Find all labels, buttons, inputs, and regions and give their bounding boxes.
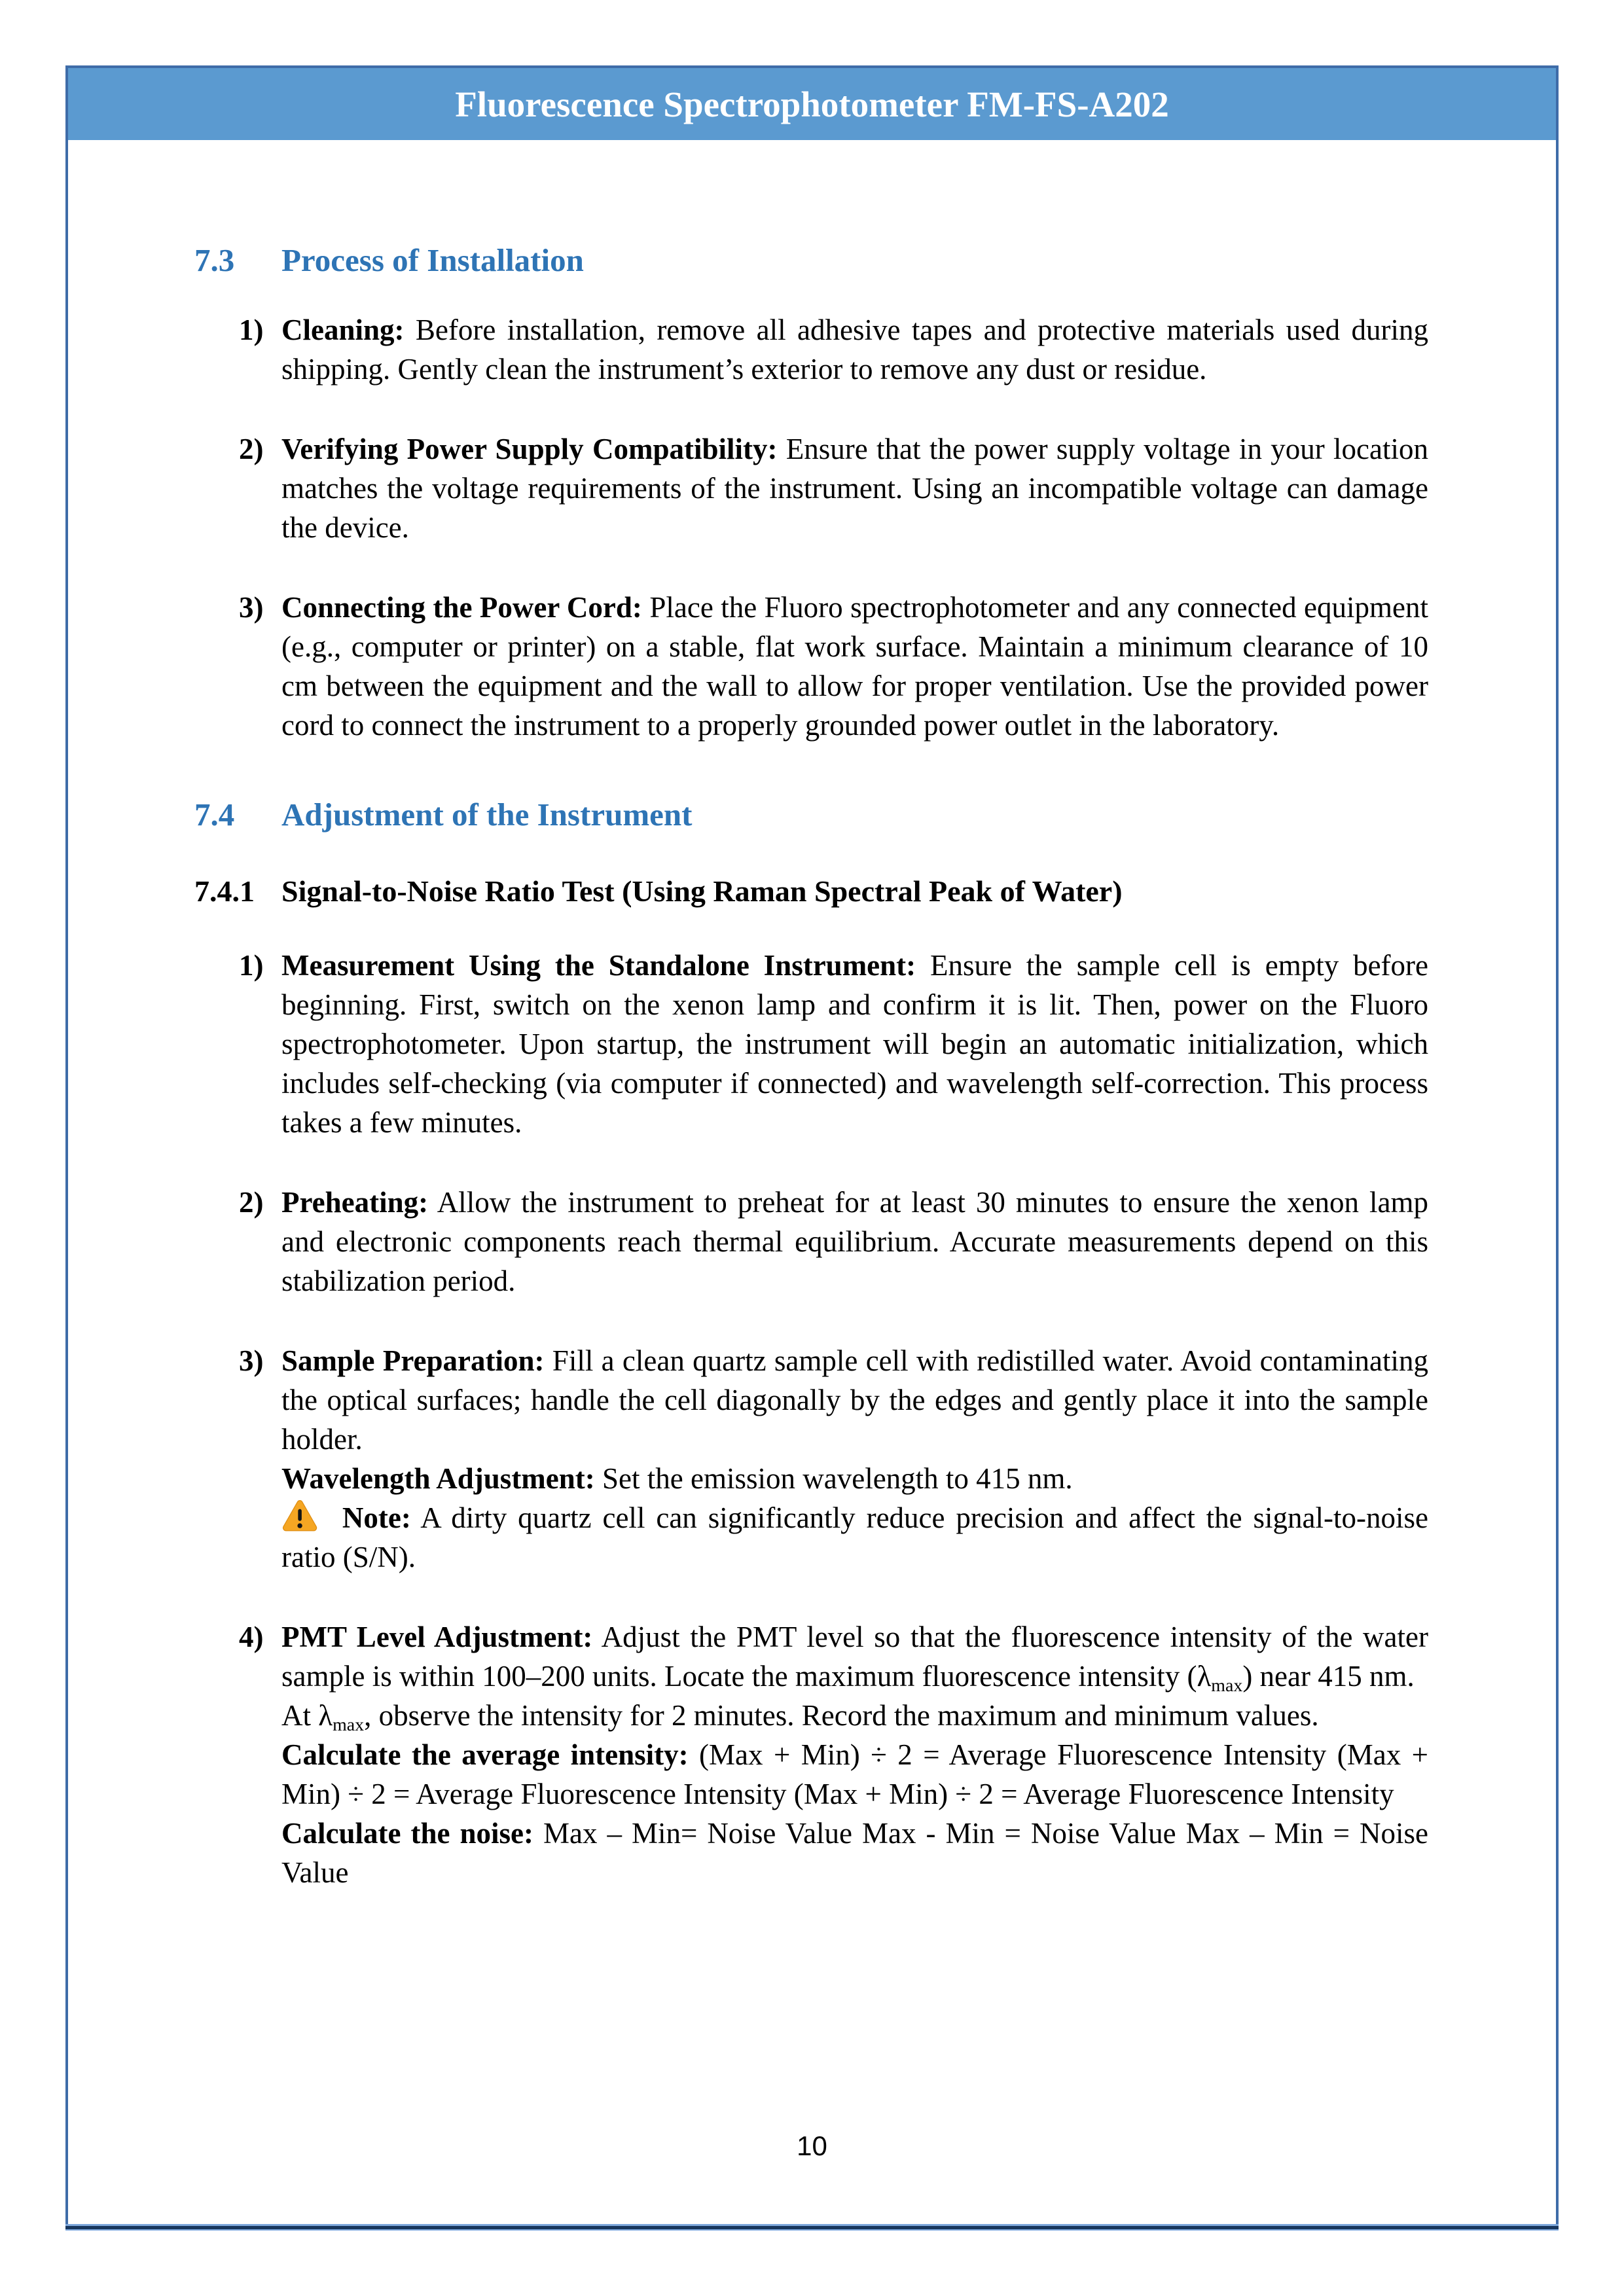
section-7-3-heading: [194, 242, 1428, 279]
list-item-number: 1): [239, 314, 264, 346]
list-item-number: 2): [239, 433, 264, 465]
list-item-text: Cleaning: Before installation, remove all adhesive tapes and protective materials used during shipping. Gently clean the instrument’s exterior to remove any dust or residue.: [281, 314, 1428, 386]
installation-steps-list: [194, 310, 1428, 745]
section-7-4-number: 7.4: [194, 797, 235, 833]
list-item-text: Connecting the Power Cord: Place the Fluoro spectrophotometer and any connected equipment (e.g., computer or printer) on a stable, flat work surface. Maintain a minimum clearance of 10 cm between the equipment and the wall to allow for proper ventilation. Use the provided power cord to connect the instrument to a properly grounded power outlet in the laboratory.: [281, 591, 1428, 742]
snr-test-steps-list: [194, 946, 1428, 1892]
section-7-4-1-title: Signal-to-Noise Ratio Test (Using Raman Spectral Peak of Water): [281, 874, 1123, 908]
list-item-text: Verifying Power Supply Compatibility: Ensure that the power supply voltage in your location matches the voltage requirements of the instrument. Using an incompatible voltage can damage the device.: [281, 433, 1429, 544]
list-item-pmt-level: [194, 1617, 1428, 1892]
list-item-sample-preparation: [194, 1341, 1428, 1577]
section-7-4-1-heading: [194, 873, 1428, 910]
list-item-number: 1): [239, 949, 264, 982]
list-item-text: PMT Level Adjustment: Adjust the PMT level so that the fluorescence intensity of the water sample is within 100–200 units. Locate the maximum fluorescence intensity $(\lambda_{max})$ near 415 nm.: [281, 1621, 1428, 1696]
page-header-banner: [68, 68, 1556, 140]
page-number: 10: [797, 2130, 827, 2161]
section-7-3-number: 7.3: [194, 242, 235, 278]
section-7-4-title: Adjustment of the Instrument: [281, 797, 693, 833]
list-item-number: 4): [239, 1621, 264, 1653]
calculate-noise-text: Calculate the noise: Max – Min= Noise Value Max - Min = Noise Value Max – Min = Noise Value: [281, 1817, 1428, 1889]
list-item-preheating: [194, 1183, 1428, 1300]
list-item-measurement: [194, 946, 1428, 1142]
note-text: Note: A dirty quartz cell can significantly reduce precision and affect the signal-to-noise ratio (S/N).: [281, 1498, 1428, 1577]
list-item-text: Sample Preparation: Fill a clean quartz sample cell with redistilled water. Avoid contaminating the optical surfaces; handle the cell diagonally by the edges and gently place it into the sample holder.: [281, 1344, 1429, 1456]
section-7-4-1-number: 7.4.1: [194, 874, 255, 908]
list-item-text: Measurement Using the Standalone Instrument: Ensure the sample cell is empty before beginning. First, switch on the xenon lamp and confirm it is lit. Then, power on the Fluoro spectrophotometer. Upon startup, the instrument will begin an automatic initialization, which includes self-checking (via computer if connected) and wavelength self-correction. This process takes a few minutes.: [281, 949, 1428, 1139]
page-content: [68, 242, 1556, 1892]
wavelength-adjustment-text: Wavelength Adjustment: Set the emission wavelength to 415 nm.: [281, 1462, 1073, 1495]
document-title: Fluorescence Spectrophotometer FM-FS-A202: [455, 84, 1169, 124]
warning-icon: [281, 1499, 318, 1532]
list-item-number: 3): [239, 591, 264, 624]
manual-page: [65, 65, 1559, 2231]
page-bottom-border: [65, 2224, 1559, 2231]
list-item-number: 2): [239, 1186, 264, 1219]
list-item-number: 3): [239, 1344, 264, 1377]
list-item-cleaning: [194, 310, 1428, 389]
observe-intensity-text: At $\lambda_{max}$, observe the intensity for 2 minutes. Record the maximum and minimum values.: [281, 1699, 1319, 1735]
calculate-average-text: Calculate the average intensity: (Max + Min) ÷ 2 = Average Fluorescence Intensity (Max + Min) ÷ 2 = Average Fluorescence Intensity (Max + Min) ÷ 2 = Average Fluorescence Intensity: [281, 1738, 1428, 1810]
section-7-3-title: Process of Installation: [281, 242, 584, 278]
list-item-text: Preheating: Allow the instrument to preheat for at least 30 minutes to ensure the xenon lamp and electronic components reach thermal equilibrium. Accurate measurements depend on this stabilization period.: [281, 1186, 1428, 1297]
list-item-power-supply: [194, 429, 1428, 547]
section-7-4-heading: [194, 796, 1428, 834]
list-item-power-cord: [194, 588, 1428, 745]
